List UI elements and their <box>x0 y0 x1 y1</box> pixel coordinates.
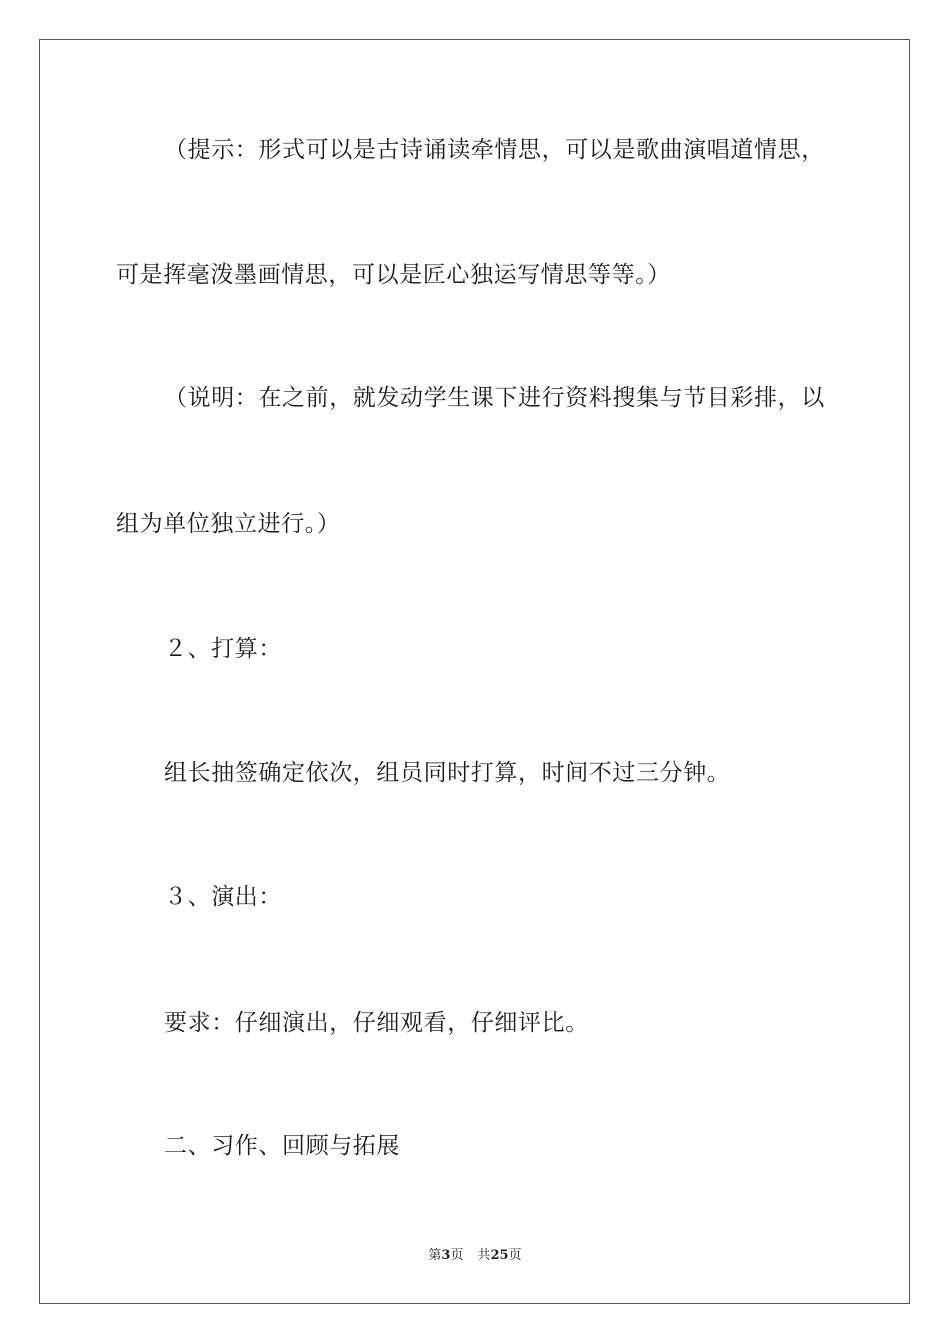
page-border <box>39 39 910 1304</box>
footer-total-number: 25 <box>490 1248 509 1263</box>
heading-prepare: ２、打算： <box>164 636 282 662</box>
section-heading-writing: 二、习作、回顾与拓展 <box>164 1133 400 1159</box>
paragraph-note-line-2: 组为单位独立进行。） <box>116 511 341 537</box>
heading-perform: ３、演出： <box>164 884 282 910</box>
footer-page-number: 3 <box>441 1248 451 1263</box>
page-footer <box>0 1248 950 1264</box>
paragraph-prepare: 组长抽签确定依次，组员同时打算，时间不过三分钟。 <box>164 760 731 786</box>
footer-total-suffix: 页 <box>508 1248 522 1263</box>
paragraph-note-line-1: （说明：在之前，就发动学生课下进行资料搜集与节目彩排，以 <box>164 385 825 411</box>
paragraph-hint-line-2: 可是挥毫泼墨画情思，可以是匠心独运写情思等等。） <box>116 262 671 288</box>
paragraph-requirement: 要求：仔细演出，仔细观看，仔细评比。 <box>164 1010 589 1036</box>
paragraph-hint-line-1: （提示：形式可以是古诗诵读牵情思，可以是歌曲演唱道情思， <box>164 137 825 163</box>
footer-page-suffix: 页 <box>450 1248 464 1263</box>
footer-page-prefix: 第 <box>428 1248 442 1263</box>
footer-total-prefix: 共 <box>477 1248 491 1263</box>
